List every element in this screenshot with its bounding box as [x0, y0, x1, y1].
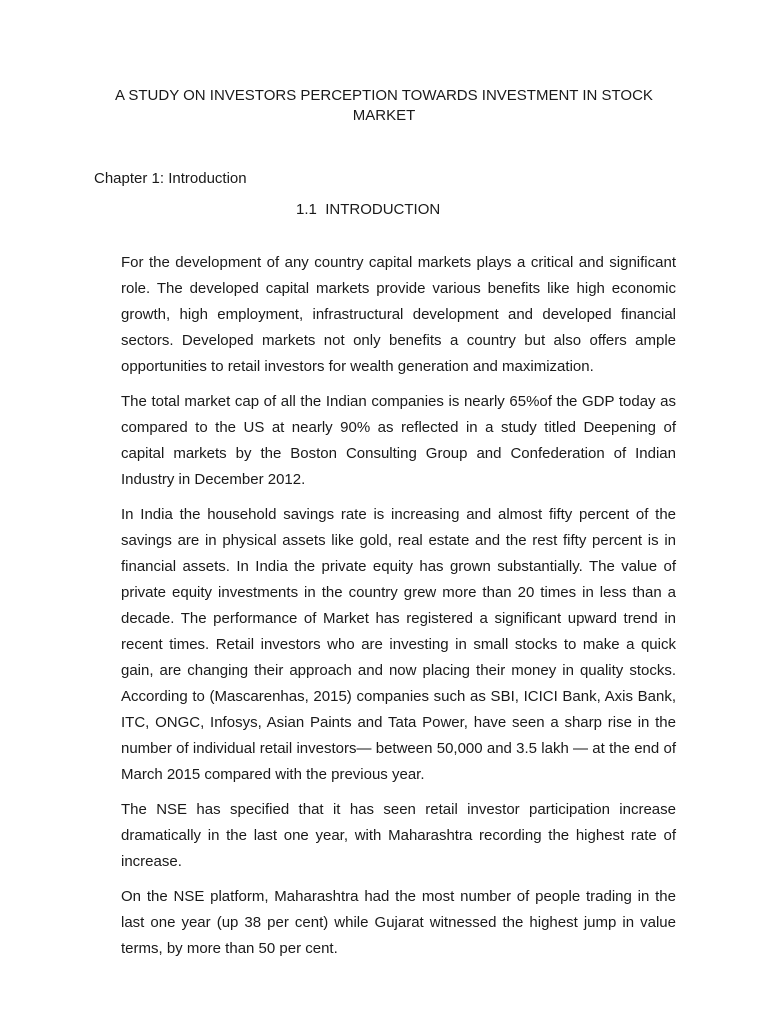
chapter-heading: Chapter 1: Introduction — [94, 170, 247, 187]
body-text — [121, 250, 676, 971]
section-title: INTRODUCTION — [325, 201, 441, 218]
paragraph: In India the household savings rate is increasing and almost fifty percent of the savings are in physical assets like gold, real estate and the rest fifty percent is in financial assets. In India the private equity has grown substantially. The value of private equity investments in the country grew more than 20 times in less than a decade. The performance of Market has registered a significant upward trend in recent times. Retail investors who are investing in small stocks to make a quick gain, are changing their approach and now placing their money in quality stocks. According to (Mascarenhas, 2015) companies such as SBI, ICICI Bank, Axis Bank, ITC, ONGC, Infosys, Asian Paints and Tata Power, have seen a sharp rise in the number of individual retail investors— between 50,000 and 3.5 lakh — at the end of March 2015 compared with the previous year. — [121, 506, 676, 783]
paragraph: The NSE has specified that it has seen retail investor participation increase dramatically in the last one year, with Maharashtra recording the highest rate of increase. — [121, 801, 676, 870]
section-heading — [296, 200, 440, 220]
section-number: 1.1 — [296, 201, 317, 218]
paragraph: The total market cap of all the Indian companies is nearly 65%of the GDP today as compared to the US at nearly 90% as reflected in a study titled Deepening of capital markets by the Boston Consulting Group and Confederation of Indian Industry in December 2012. — [121, 393, 676, 488]
paragraph: For the development of any country capital markets plays a critical and significant role. The developed capital markets provide various benefits like high economic growth, high employment, infrastructural development and developed financial sectors. Developed markets not only benefits a country but also offers ample opportunities to retail investors for wealth generation and maximization. — [121, 254, 676, 375]
document-title: A STUDY ON INVESTORS PERCEPTION TOWARDS INVESTMENT IN STOCK MARKET — [115, 87, 653, 124]
paragraph: On the NSE platform, Maharashtra had the most number of people trading in the last one year (up 38 per cent) while Gujarat witnessed the highest jump in value terms, by more than 50 per cent. — [121, 888, 676, 957]
